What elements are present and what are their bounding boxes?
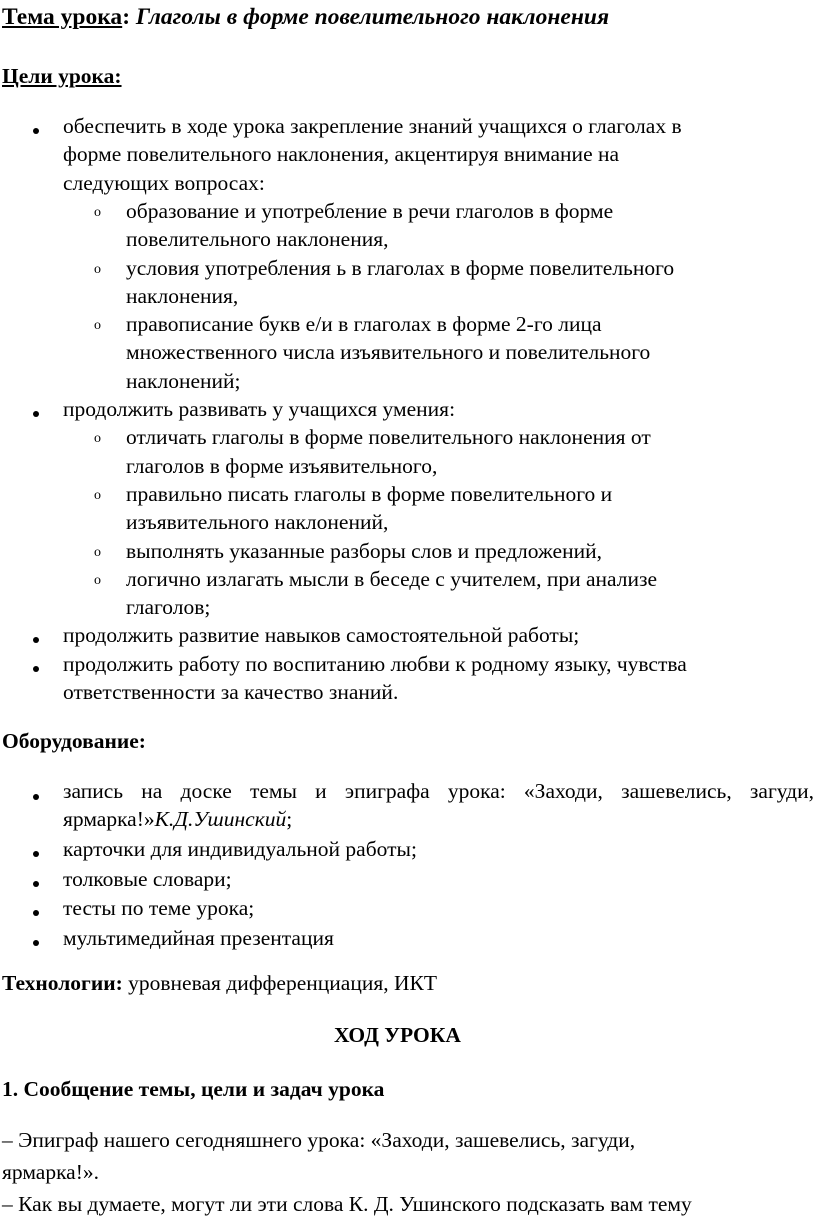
goal-item-2-sub-2-line-1: правильно писать глаголы в форме повелительного и xyxy=(126,481,613,506)
epigraph-author: К.Д.Ушинский xyxy=(154,807,287,831)
sub-bullet-marker: o xyxy=(94,261,101,277)
goal-item-1-sub-3-line-3: наклонений; xyxy=(126,368,241,393)
lesson-title xyxy=(2,4,609,31)
equipment-item-2: карточки для индивидуальной работы; xyxy=(63,837,417,861)
title-topic: Глаголы в форме повелительного наклонения xyxy=(135,4,610,30)
lesson-progress-heading: ХОД УРОКА xyxy=(334,1023,461,1047)
sub-bullet-marker: o xyxy=(94,544,101,560)
equipment-heading: Оборудование: xyxy=(2,729,146,753)
goal-item-1-sub-2-line-1: условия употребления ь в глаголах в форме повелительного xyxy=(126,255,675,280)
body-paragraph-1-line-2: ярмарка!». xyxy=(2,1160,100,1184)
sub-bullet-marker: o xyxy=(94,572,101,588)
goal-item-2-line-1: продолжить развивать у учащихся умения: xyxy=(63,397,456,421)
bullet-dot xyxy=(33,940,39,946)
goal-item-1-sub-3-line-1: правописание букв е/и в глаголах в форме 2-го лица xyxy=(126,312,602,337)
technologies-line xyxy=(2,970,437,997)
body-paragraph-1-line-1: – Эпиграф нашего сегодняшнего урока: «Заходи, зашевелись, загуди, xyxy=(2,1128,636,1152)
goal-item-1-sub-3-line-2: множественного числа изъявительного и повелительного xyxy=(126,340,651,365)
goal-item-1-line-3: следующих вопросах: xyxy=(63,170,265,195)
sub-bullet-marker: o xyxy=(94,318,101,334)
goal-item-2-sub-2-line-2: изъявительного наклонений, xyxy=(126,510,389,535)
goals-heading: Цели урока: xyxy=(2,64,122,88)
sub-bullet-marker: o xyxy=(94,487,101,503)
goal-item-2-sub-3-line-1: выполнять указанные разборы слов и предложений, xyxy=(126,538,602,563)
section-1-heading: 1. Сообщение темы, цели и задач урока xyxy=(2,1077,385,1101)
sub-bullet-marker: o xyxy=(94,431,101,447)
goal-item-2-sub-4-line-1: логично излагать мысли в беседе с учителем, при анализе xyxy=(126,566,658,591)
technologies-label: Технологии: xyxy=(2,971,123,995)
title-label: Тема урока xyxy=(2,4,123,30)
goal-item-1-line-2: форме повелительного наклонения, акцентируя внимание на xyxy=(63,142,620,167)
equipment-item-1-line-1: запись на доске темы и эпиграфа урока: «Заходи, зашевелись, загуди, xyxy=(63,779,814,803)
bullet-dot xyxy=(33,637,39,643)
goal-item-1-sub-1-line-1: образование и употребление в речи глаголов в форме xyxy=(126,198,614,223)
equipment-item-4: тесты по теме урока; xyxy=(63,896,255,920)
goal-item-4-line-1: продолжить работу по воспитанию любви к родному языку, чувства xyxy=(63,651,687,676)
sub-bullet-marker: o xyxy=(94,204,101,220)
bullet-dot xyxy=(33,128,39,134)
goal-item-2-sub-1-line-1: отличать глаголы в форме повелительного наклонения от xyxy=(126,425,651,450)
bullet-dot xyxy=(33,794,39,800)
bullet-dot xyxy=(33,910,39,916)
technologies-value: уровневая дифференциация, ИКТ xyxy=(122,971,437,995)
equipment-item-5: мультимедийная презентация xyxy=(63,925,334,950)
goal-item-2-sub-1-line-2: глаголов в форме изъявительного, xyxy=(126,453,438,478)
goal-item-2-sub-4-line-2: глаголов; xyxy=(126,595,211,620)
goal-item-3-line-1: продолжить развитие навыков самостоятельной работы; xyxy=(63,623,580,648)
goal-item-1-sub-2-line-2: наклонения, xyxy=(126,283,239,308)
goal-item-1-sub-1-line-2: повелительного наклонения, xyxy=(126,227,389,252)
title-colon: : xyxy=(122,4,131,30)
bullet-dot xyxy=(33,666,39,672)
equipment-item-3: толковые словари; xyxy=(63,866,232,891)
bullet-dot xyxy=(33,851,39,857)
goal-item-4-line-2: ответственности за качество знаний. xyxy=(63,680,399,704)
body-paragraph-2-line-1: – Как вы думаете, могут ли эти слова К. Д. Ушинского подсказать вам тему xyxy=(2,1192,692,1216)
goal-item-1-line-1: обеспечить в ходе урока закрепление знаний учащихся о глаголах в xyxy=(63,114,682,138)
bullet-dot xyxy=(33,881,39,887)
bullet-dot xyxy=(33,411,39,417)
equipment-item-1-line-2: ярмарка!»К.Д.Ушинский; xyxy=(63,807,293,831)
